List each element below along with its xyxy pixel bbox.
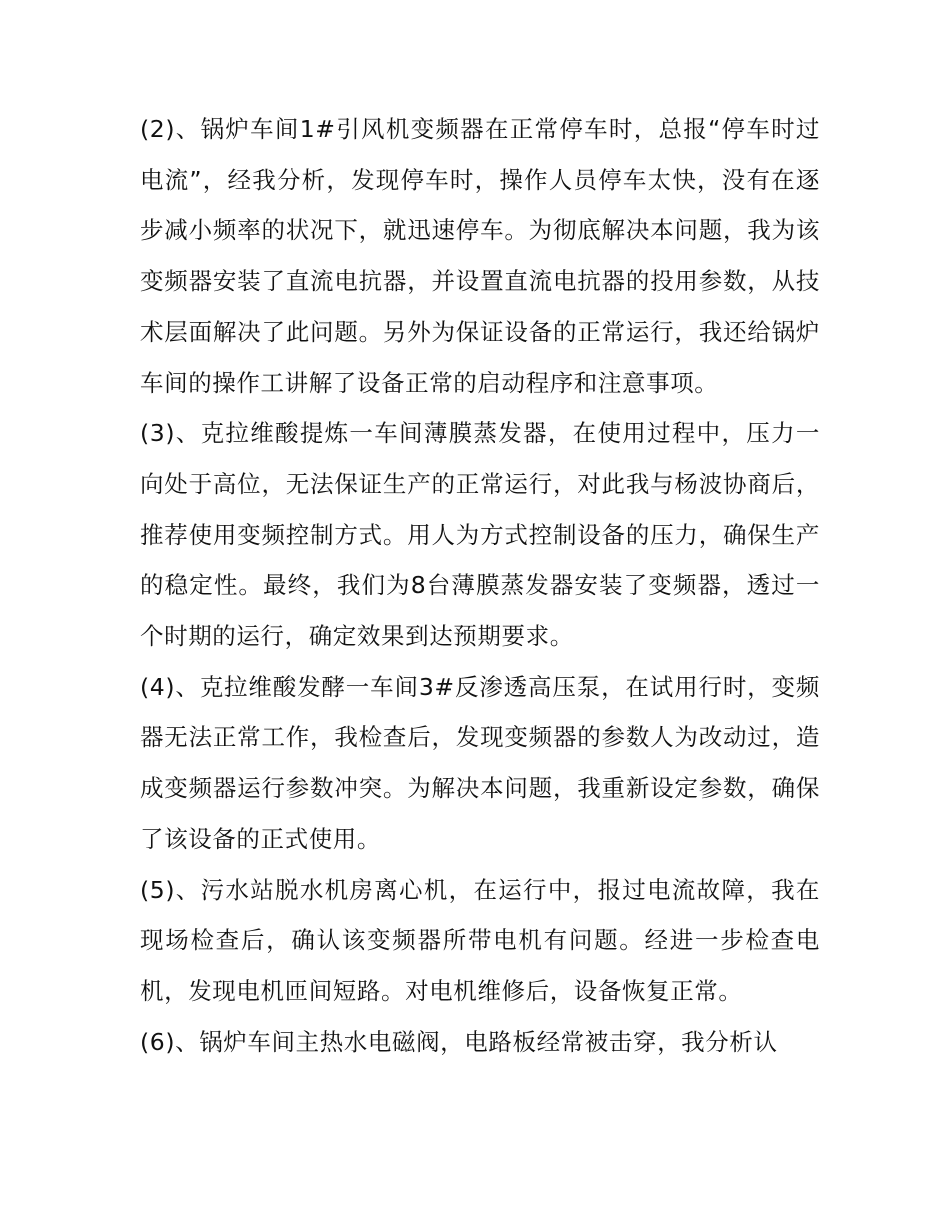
paragraph-item-3: (3)、克拉维酸提炼一车间薄膜蒸发器，在使用过程中，压力一向处于高位，无法保证生产的正常运行，对此我与杨波协商后，推荐使用变频控制方式。用人为方式控制设备的压力，确保生产的稳定性。最终，我们为8台薄膜蒸发器安装了变频器，透过一个时期的运行，确定效果到达预期要求。 <box>140 419 820 651</box>
paragraph-item-5: (5)、污水站脱水机房离心机，在运行中，报过电流故障，我在现场检查后，确认该变频器所带电机有问题。经进一步检查电机，发现电机匝间短路。对电机维修后，设备恢复正常。 <box>140 875 820 1005</box>
paragraph-item-4: (4)、克拉维酸发酵一车间3#反渗透高压泵，在试用行时，变频器无法正常工作，我检查后，发现变频器的参数人为改动过，造成变频器运行参数冲突。为解决本问题，我重新设定参数，确保了该设备的正式使用。 <box>140 672 820 853</box>
paragraph-item-2: (2)、锅炉车间1#引风机变频器在正常停车时，总报“停车时过电流”，经我分析，发现停车时，操作人员停车太快，没有在逐步减小频率的状况下，就迅速停车。为彻底解决本问题，我为该变频器安装了直流电抗器，并设置直流电抗器的投用参数，从技术层面解决了此问题。另外为保证设备的正常运行，我还给锅炉车间的操作工讲解了设备正常的启动程序和注意事项。 <box>140 115 820 397</box>
document-body <box>140 104 820 1067</box>
paragraph-item-6: (6)、锅炉车间主热水电磁阀，电路板经常被击穿，我分析认 <box>140 1027 778 1056</box>
